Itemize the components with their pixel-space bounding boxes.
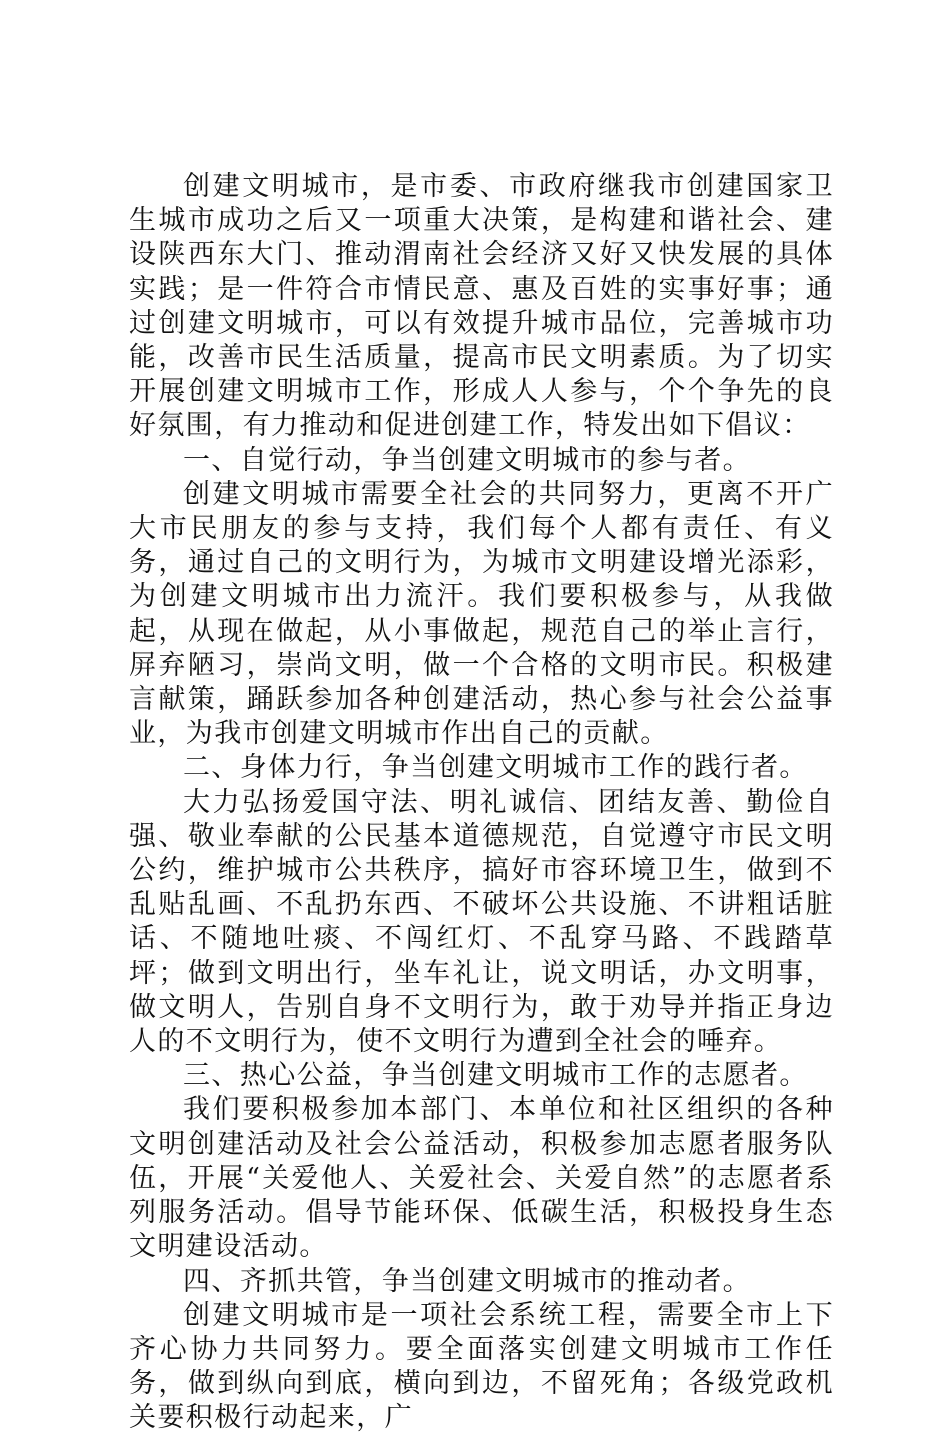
intro-paragraph: 创建文明城市，是市委、市政府继我市创建国家卫生城市成功之后又一项重大决策，是构建和谐社会、建设陕西东大门、推动渭南社会经济又好又快发展的具体实践；是一件符合市情民意、惠及百姓的实事好事；通过创建文明城市，可以有效提升城市品位，完善城市功能，改善市民生活质量，提高市民文明素质。为了切实开展创建文明城市工作，形成人人参与，个个争先的良好氛围，有力推动和促进创建工作，特发出如下倡议： xyxy=(129,171,834,442)
section-paragraph-2: 大力弘扬爱国守法、明礼诚信、团结友善、勤俭自强、敬业奉献的公民基本道德规范，自觉遵守市民文明公约，维护城市公共秩序，搞好市容环境卫生，做到不乱贴乱画、不乱扔东西、不破坏公共设施、不讲粗话脏话、不随地吐痰、不闯红灯、不乱穿马路、不践踏草坪；做到文明出行，坐车礼让，说文明话，办文明事，做文明人，告别自身不文明行为，敢于劝导并指正身边人的不文明行为，使不文明行为遭到全社会的唾弃。 xyxy=(129,786,834,1058)
section-heading-2: 二、身体力行，争当创建文明城市工作的践行者。 xyxy=(183,752,808,784)
section-heading-4: 四、齐抓共管，争当创建文明城市的推动者。 xyxy=(183,1265,751,1297)
document-body xyxy=(129,170,834,1436)
section-heading-1: 一、自觉行动，争当创建文明城市的参与者。 xyxy=(183,444,751,476)
section-paragraph-3: 我们要积极参加本部门、本单位和社区组织的各种文明创建活动及社会公益活动，积极参加志愿者服务队伍，开展“关爱他人、关爱社会、关爱自然”的志愿者系列服务活动。倡导节能环保、低碳生活，积极投身生态文明建设活动。 xyxy=(129,1094,834,1263)
section-heading-3: 三、热心公益，争当创建文明城市工作的志愿者。 xyxy=(183,1060,808,1092)
section-paragraph-1: 创建文明城市需要全社会的共同努力，更离不开广大市民朋友的参与支持，我们每个人都有责任、有义务，通过自己的文明行为，为城市文明建设增光添彩，为创建文明城市出力流汗。我们要积极参与，从我做起，从现在做起，从小事做起，规范自己的举止言行，屏弃陋习，崇尚文明，做一个合格的文明市民。积极建言献策，踊跃参加各种创建活动，热心参与社会公益事业，为我市创建文明城市作出自己的贡献。 xyxy=(129,478,834,750)
section-paragraph-4: 创建文明城市是一项社会系统工程，需要全市上下齐心协力共同努力。要全面落实创建文明城市工作任务，做到纵向到底，横向到边，不留死角；各级党政机关要积极行动起来，广 xyxy=(129,1299,834,1434)
